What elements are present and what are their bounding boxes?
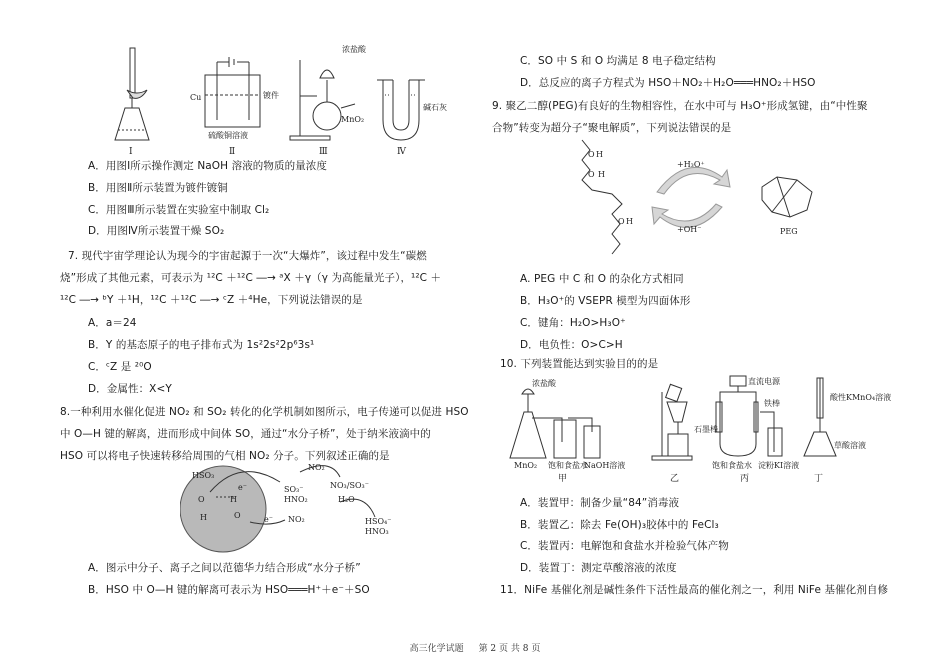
footer-title: 高三化学试题 [409, 644, 464, 654]
fig3-label-acid: 浓盐酸 [342, 45, 366, 54]
fig4-u-tube-drawing [377, 80, 425, 140]
q10-caption-jia: 甲 [558, 474, 568, 484]
q8-label-o2: O [234, 511, 241, 520]
fig4-label-lime: 碱石灰 [423, 103, 447, 112]
q6-option-a[interactable]: A．用图Ⅰ所示操作测定 NaOH 溶液的物质的量浓度 [88, 160, 328, 172]
q10-option-b[interactable]: B．装置乙：除去 Fe(OH)₃胶体中的 FeCl₃ [520, 519, 719, 531]
q10-label-kmno4: 酸性KMnO₄溶液 [830, 393, 892, 402]
device-jia-drawing [510, 389, 600, 458]
q10-label-iron: 铁棒 [764, 399, 780, 408]
q8-option-b[interactable]: B．HSO 中 O—H 键的解离可表示为 HSO═══H⁺＋e⁻＋SO [88, 584, 370, 596]
q10-stem: 10. 下列装置能达到实验目的的是 [500, 358, 659, 370]
q8-label-o1: O [198, 495, 205, 504]
device-yi-drawing [652, 384, 692, 460]
q10-label-mno2: MnO₂ [514, 461, 538, 470]
q10-label-ki: 淀粉KI溶液 [758, 461, 800, 470]
q7-stem-line-1: 7. 现代宇宙学理论认为现今的宇宙起源于一次“大爆炸”，该过程中发生“碳燃 [68, 250, 427, 262]
q8-label-no3so3: NO₃/SO₃⁻ [330, 481, 369, 490]
fig1-caption-2: Ⅱ [229, 147, 236, 157]
q8-label-hno2: HNO₂ [284, 495, 308, 504]
q9-label-o1: O [588, 150, 595, 159]
fig2-label-plated: 镀件 [263, 91, 279, 100]
q9-label-h3: H [626, 217, 633, 226]
fig1-caption-3: Ⅲ [319, 147, 328, 157]
q9-option-c[interactable]: C．键角：H₂O>H₃O⁺ [520, 317, 626, 329]
q8-label-so3: SO₃⁻ [284, 485, 304, 494]
q10-caption-yi: 乙 [670, 474, 680, 484]
q8-label-h2: H [230, 495, 237, 504]
q7-option-a[interactable]: A．a＝24 [88, 317, 137, 329]
q6-figure [105, 40, 485, 160]
q10-option-a[interactable]: A．装置甲：制备少量“84”消毒液 [520, 497, 680, 509]
fig1-caption-4: Ⅳ [397, 147, 406, 157]
q10-option-d[interactable]: D．装置丁：测定草酸溶液的浓度 [520, 562, 677, 574]
q8-stem-line-2: 中 O—H 键的解离，进而形成中间体 SO，通过“水分子桥”，处于纳米液滴中的 [60, 428, 431, 440]
q9-label-o2: O [588, 170, 595, 179]
q10-label-oxalic: 草酸溶液 [834, 441, 866, 450]
fig1-caption-1: Ⅰ [129, 147, 133, 157]
q10-label-naoh: NaOH溶液 [584, 461, 626, 470]
fig2-electroplating-drawing [205, 57, 260, 127]
peg-ring-drawing [762, 177, 812, 217]
q10-caption-ding: 丁 [814, 474, 824, 484]
q9-stem-line-1: 9. 聚乙二醇(PEG)有良好的生物相容性，在水中可与 H₃O⁺形成氢键，由“中性聚 [492, 100, 868, 112]
q9-stem-line-2: 合物”转变为超分子“聚电解质”，下列说法错误的是 [492, 122, 732, 134]
q10-label-brine2: 饱和食盐水 [712, 461, 752, 470]
q6-option-b[interactable]: B．用图Ⅱ所示装置为镀件镀铜 [88, 182, 228, 194]
q9-label-h2: H [598, 170, 605, 179]
device-ding-drawing [804, 378, 836, 456]
device-bing-drawing [716, 376, 782, 456]
q8-option-a[interactable]: A．图示中分子、离子之间以范德华力结合形成“水分子桥” [88, 562, 361, 574]
q9-label-h1: H [596, 150, 603, 159]
q8-label-hno3: HNO₃ [365, 527, 389, 536]
q7-stem-line-2: 烧”形成了其他元素，可表示为 ¹²C ＋¹²C ―→ ᵃX ＋γ（γ 为高能量光子），¹²C ＋ [60, 272, 442, 284]
q9-label-o3: O [618, 217, 625, 226]
q6-option-d[interactable]: D．用图Ⅳ所示装置干燥 SO₂ [88, 225, 225, 237]
q8-stem-line-3: HSO 可以将电子快速转移给周围的气相 NO₂ 分子。下列叙述正确的是 [60, 450, 390, 462]
q7-stem-line-3: ¹²C ―→ ᵇY ＋¹H，¹²C ＋¹²C ―→ ᶜZ ＋⁴He，下列说法错误的是 [60, 294, 363, 306]
q10-caption-bing: 丙 [740, 474, 750, 484]
q8-label-h2o: H₂O [338, 495, 355, 504]
q8-label-e1: e⁻ [238, 483, 247, 492]
q8-option-c[interactable]: C．SO 中 S 和 O 均满足 8 电子稳定结构 [520, 55, 716, 67]
q9-label-h3o: +H₃O⁺ [677, 160, 705, 169]
q10-label-power: 直流电源 [748, 377, 780, 386]
q8-label-hso3: HSO₃ [192, 471, 215, 480]
q9-label-peg: PEG [780, 227, 798, 236]
q8-label-e2: e⁻ [264, 515, 273, 524]
q9-option-a[interactable]: A. PEG 中 C 和 O 的杂化方式相同 [520, 273, 684, 285]
q6-option-c[interactable]: C．用图Ⅲ所示装置在实验室中制取 Cl₂ [88, 204, 270, 216]
q8-label-h1: H [200, 513, 207, 522]
q10-label-brine: 饱和食盐水 [548, 461, 588, 470]
q10-option-c[interactable]: C．装置丙：电解饱和食盐水并检验气体产物 [520, 540, 729, 552]
fig3-chlorine-generator-drawing [290, 60, 355, 140]
fig1-buret-flask-drawing [115, 48, 149, 140]
fig2-label-cu: Cu [190, 93, 202, 102]
q8-stem-line-1: 8.一种利用水催化促进 NO₂ 和 SO₂ 转化的化学机制如图所示，电子传递可以促进 HSO [60, 406, 469, 418]
q9-label-oh: +OH⁻ [677, 225, 702, 234]
q11-stem-line-1: 11．NiFe 基催化剂是碱性条件下活性最高的催化剂之一，利用 NiFe 基催化剂自修 [500, 584, 889, 596]
q8-label-hso4: HSO₄⁻ [365, 517, 392, 526]
q8-figure [180, 462, 420, 557]
q9-figure [562, 132, 852, 262]
q8-label-no2-bottom: NO₂ [288, 515, 305, 524]
q8-option-d[interactable]: D．总反应的离子方程式为 HSO＋NO₂＋H₂O═══HNO₂＋HSO [520, 77, 816, 89]
q9-option-b[interactable]: B．H₃O⁺的 VSEPR 模型为四面体形 [520, 295, 691, 307]
q7-option-b[interactable]: B．Y 的基态原子的电子排布式为 1s²2s²2p⁶3s¹ [88, 339, 315, 351]
q9-cycle-arrows [652, 167, 730, 227]
q7-option-d[interactable]: D．金属性：X<Y [88, 383, 172, 395]
q7-option-c[interactable]: C．ᶜZ 是 ²⁰O [88, 361, 152, 373]
q10-label-graphite: 石墨棒 [694, 425, 718, 434]
q10-label-acid: 浓盐酸 [532, 379, 556, 388]
q10-figure [502, 372, 922, 484]
fig2-label-solution: 硫酸铜溶液 [208, 131, 248, 140]
fig3-label-mno2: MnO₂ [341, 115, 365, 124]
q9-option-d[interactable]: D．电负性：O>C>H [520, 339, 623, 351]
q8-label-no2-top: NO₂ [308, 463, 325, 472]
footer-page-number: 第 2 页 共 8 页 [478, 644, 541, 654]
page-footer [0, 641, 950, 654]
